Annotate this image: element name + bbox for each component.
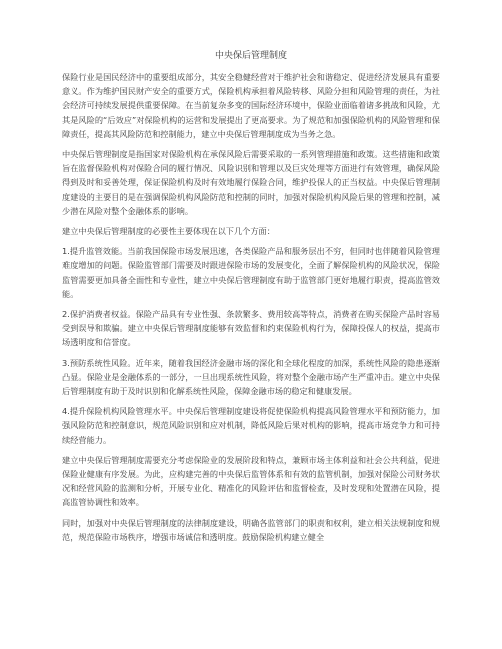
- paragraph-point-3: 3.预防系统性风险。近年来，随着我国经济金融市场的深化和全球化程度的加深，系统性风险的隐患逐渐凸显。保险业是金融体系的一部分，一旦出现系统性风险，将对整个金融市场产生严重冲击。建立中央保后管理制度有助于及时识别和化解系统性风险，保障金融市场的稳定和健康发展。: [62, 357, 440, 397]
- paragraph-point-4: 4.提升保险机构风险管理水平。中央保后管理制度建设将促使保险机构提高风险管理水平和预防能力，加强风险防范和控制意识，规范风险识别和应对机制，降低风险后果对机构的影响，提高市场竞争力和可持续经营能力。: [62, 406, 440, 445]
- paragraph-legal: 同时，加强对中央保后管理制度的法律制度建设，明确各监管部门的职责和权利，建立相关法规制度和规范，规范保险市场秩序，增强市场诚信和透明度。鼓励保险机构建立健全: [62, 517, 440, 542]
- paragraph-necessity-lead: 建立中央保后管理制度的必要性主要体现在以下几个方面：: [62, 226, 275, 237]
- document-title: 中央保后管理制度: [214, 51, 287, 61]
- document-body: [62, 70, 440, 548]
- paragraph-definition: 中央保后管理制度是指国家对保险机构在承保风险后需要采取的一系列管理措施和政策。这些措施和政策旨在监督保险机构对保险合同的履行情况、风险识别和管理以及巨灾处理等方面进行有效管理，确保风险得到及时和妥善处理，保证保险机构及时有效地履行保险合同，维护投保人的正当权益。中央保后管理制度建设的主要目的是在强调保险机构风险防范和控制的同时，加强对保险机构风险后果的管理和控制，减少潜在风险对整个金融体系的影响。: [62, 149, 440, 216]
- paragraph-point-1: 1.提升监管效能。当前我国保险市场发展迅速，各类保险产品和服务层出不穷，但同时也伴随着风险管理难度增加的问题。保险监管部门需要及时跟进保险市场的发展变化，全面了解保险机构的风险状况，保险监管需要更加具备全面性和专业性，建立中央保后管理制度有助于监管部门更好地履行职责，提高监管效能。: [62, 246, 440, 299]
- paragraph-intro: 保险行业是国民经济中的重要组成部分，其安全稳健经营对于维护社会和谐稳定、促进经济发展具有重要意义。作为维护国民财产安全的重要方式，保险机构承担着风险转移、风险分担和风险管理的责任，为社会经济可持续发展提供重要保障。在当前复杂多变的国际经济环境中，保险业面临着诸多挑战和风险，尤其是风险的“后效应”对保险机构的运营和发展提出了更高要求。为了规范和加强保险机构的风险管理和保障责任，提高其风险防范和控制能力，建立中央保后管理制度成为当务之急。: [62, 72, 440, 139]
- paragraph-point-2: 2.保护消费者权益。保险产品具有专业性强、条款繁多、费用较高等特点，消费者在购买保险产品时容易受到误导和欺骗。建立中央保后管理制度能够有效监督和约束保险机构行为，保障投保人的权益，提高市场透明度和信誉度。: [62, 309, 440, 348]
- paragraph-implementation: 建立中央保后管理制度需要充分考虑保险业的发展阶段和特点，兼顾市场主体利益和社会公共利益，促进保险业健康有序发展。为此，应构建完善的中央保后监管体系和有效的监管机制，加强对保险公司财务状况和经营风险的监测和分析，开展专业化、精准化的风险评估和监督检查，及时发现和处置潜在风险，提高监管协调性和效率。: [62, 454, 440, 508]
